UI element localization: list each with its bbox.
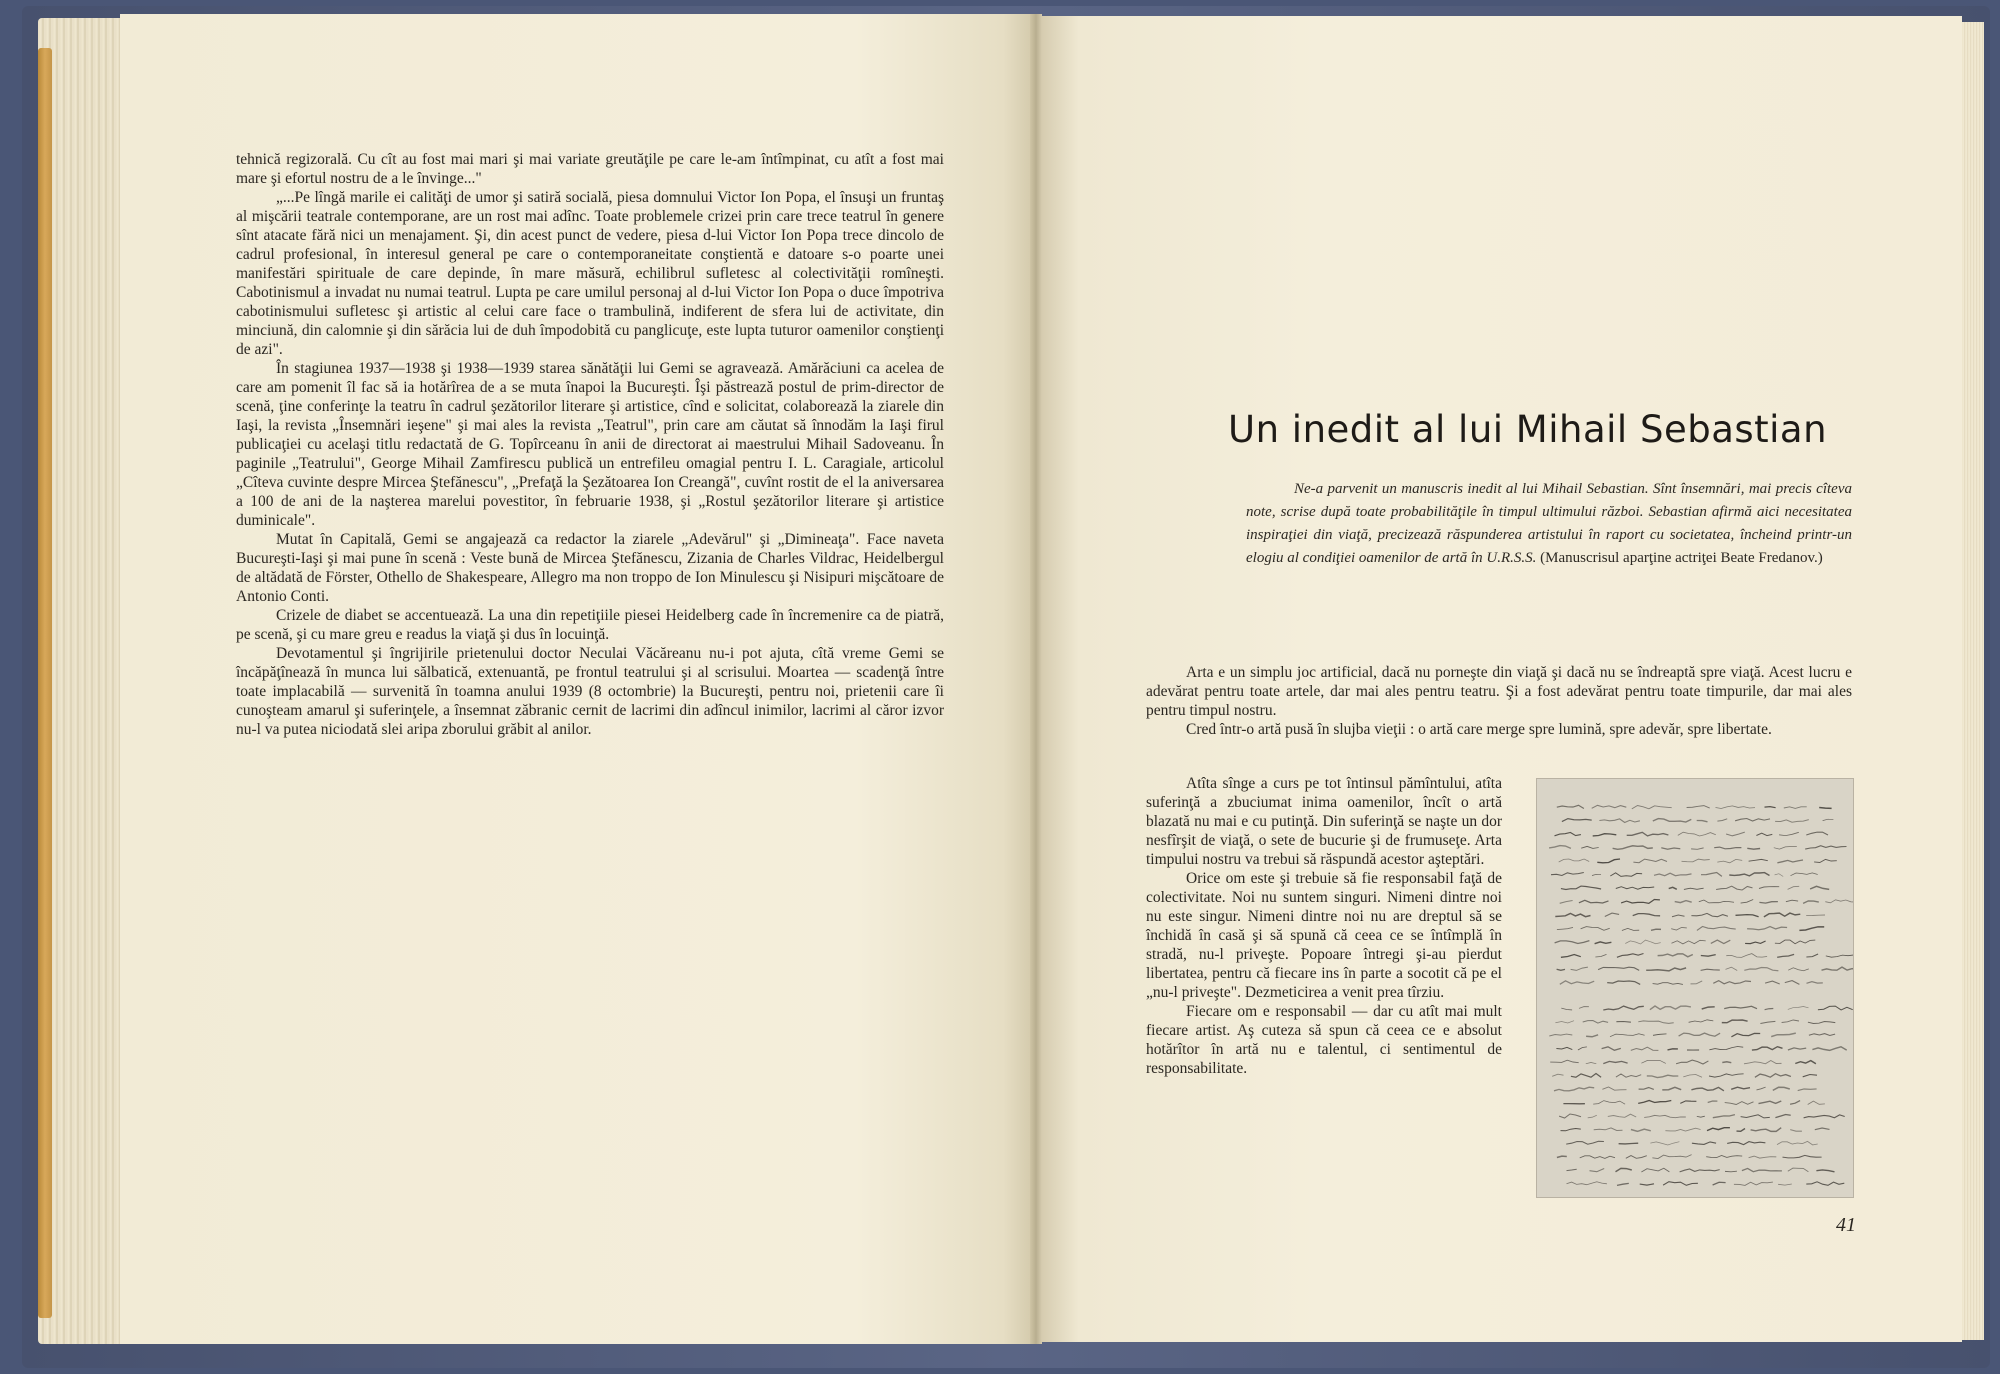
handwriting-stroke	[1729, 873, 1769, 876]
handwriting-stroke	[1654, 873, 1692, 876]
handwriting-stroke	[1646, 968, 1686, 971]
handwriting-stroke	[1550, 1060, 1579, 1063]
handwriting-stroke	[1806, 1182, 1844, 1186]
right-page-stack	[1962, 22, 1984, 1340]
handwriting-stroke	[1759, 902, 1778, 904]
handwriting-stroke	[1603, 1006, 1644, 1010]
handwriting-stroke	[1557, 805, 1584, 808]
gilt-edge	[38, 48, 52, 1318]
handwriting-stroke	[1759, 1101, 1782, 1104]
handwriting-stroke	[1751, 1128, 1782, 1132]
handwriting-stroke	[1716, 886, 1752, 890]
handwriting-stroke	[1716, 806, 1756, 809]
handwriting-stroke	[1602, 1047, 1621, 1051]
handwriting-stroke	[1804, 1115, 1845, 1118]
left-paragraph: Mutat în Capitală, Gemi se angajează ca redactor la ziarele „Adevărul" şi „Dimineaţa". Face naveta Bucureşti-Iaşi şi mai pune în scenă : Veste bună de Mircea Ştefănescu, Zizania de Charles Vildrac, Heidelbergul de altădată de Förster, Othello de Shakespeare, Allegro ma non troppo de Ion Minulescu şi Nisipuri mişcătoare de Antonio Conti.	[236, 531, 944, 605]
handwriting-stroke	[1697, 821, 1708, 822]
handwriting-stroke	[1815, 1128, 1830, 1130]
handwriting-stroke	[1778, 1184, 1792, 1185]
handwriting-stroke	[1578, 1047, 1587, 1050]
handwriting-stroke	[1641, 1060, 1665, 1063]
handwriting-stroke	[1697, 927, 1736, 931]
handwriting-stroke	[1790, 1101, 1800, 1105]
handwriting-stroke	[1799, 927, 1824, 931]
handwriting-stroke	[1680, 1169, 1720, 1172]
handwriting-stroke	[1551, 873, 1584, 876]
handwriting-stroke	[1607, 981, 1640, 984]
handwriting-stroke	[1714, 847, 1741, 849]
handwriting-stroke	[1791, 873, 1818, 876]
handwriting-stroke	[1807, 982, 1823, 984]
manuscript-facsimile-image	[1536, 778, 1854, 1198]
handwriting-stroke	[1788, 1007, 1809, 1010]
handwriting-stroke	[1734, 1182, 1773, 1185]
handwriting-stroke	[1560, 981, 1594, 985]
handwriting-stroke	[1592, 874, 1601, 875]
handwriting-stroke	[1579, 1007, 1589, 1009]
article-paragraph: Fiecare om e responsabil — dar cu atît mai mult fiecare artist. Aş cuteza să spun că ceea ce e absolut hotărîtor în artă nu e talentul, ci sentimentul de responsabilitate.	[1146, 1003, 1502, 1077]
handwriting-stroke	[1788, 1168, 1809, 1172]
handwriting-stroke	[1672, 940, 1706, 944]
handwriting-stroke	[1709, 1074, 1744, 1077]
handwriting-stroke	[1675, 901, 1692, 903]
handwriting-stroke	[1691, 848, 1704, 849]
handwriting-stroke	[1759, 887, 1779, 889]
handwriting-stroke	[1557, 927, 1573, 929]
handwriting-stroke	[1557, 969, 1565, 970]
handwriting-stroke	[1593, 834, 1617, 836]
handwriting-stroke	[1663, 1182, 1698, 1186]
left-paragraph: „...Pe lîngă marile ei calităţi de umor şi satiră socială, piesa domnului Victor Ion Popa, el însuşi un fruntaş al mişcării teatrale contemporane, are un rost mai adînc. Toate problemele crizei prin care trece teatrul în genere sînt atacate fără nici un menajament. Şi, din acest punct de vedere, piesa d-lui Victor Ion Popa trece dincolo de cadrul profesional, în interesul general pe care o contemporaneitate conştientă e datoare s-o poarte unei manifestări spirituale de care depinde, în mare măsură, echilibrul sufletesc al colectivităţii romîneşti. Cabotinismul a invadat nu numai teatrul. Lupta pe care umilul personaj al d-lui Victor Ion Popa o duce împotriva cabotinismului sufletesc şi artistic al celui care face o trambulină, indiferent de sfera lui de activitate, din minciună, din calomnie şi din sărăcia lui de duh împodobită cu panglicuţe, este lupta tuturor oamenilor conştienţi de azi".	[236, 189, 944, 358]
left-paragraph: Crizele de diabet se accentuează. La una din repetiţiile piesei Heidelberg cade în încremenire ca de piatră, pe scenă, şi cu mare greu e readus la viaţă şi dus în locuinţă.	[236, 607, 944, 643]
handwriting-stroke	[1559, 859, 1590, 862]
handwriting-stroke	[1617, 954, 1644, 958]
article-body-column	[1146, 774, 1502, 1078]
handwriting-stroke	[1726, 832, 1745, 836]
handwriting-stroke	[1742, 1168, 1782, 1171]
handwriting-stroke	[1816, 1170, 1834, 1172]
handwriting-stroke	[1775, 874, 1784, 877]
handwriting-stroke	[1602, 1087, 1626, 1090]
handwriting-stroke	[1775, 940, 1815, 944]
handwriting-stroke	[1784, 807, 1807, 809]
handwriting-stroke	[1745, 941, 1766, 944]
handwriting-stroke	[1555, 833, 1581, 836]
handwriting-stroke	[1697, 1116, 1705, 1117]
handwriting-stroke	[1684, 888, 1704, 889]
handwriting-stroke	[1683, 1075, 1702, 1078]
handwriting-stroke	[1555, 1021, 1574, 1023]
handwriting-stroke	[1726, 967, 1738, 970]
handwriting-stroke	[1680, 1101, 1696, 1104]
handwriting-stroke	[1617, 1183, 1629, 1185]
handwriting-stroke	[1593, 1101, 1625, 1105]
handwriting-stroke	[1658, 954, 1693, 957]
handwriting-stroke	[1555, 941, 1590, 944]
handwriting-stroke	[1790, 1130, 1802, 1132]
handwriting-stroke	[1701, 873, 1722, 877]
handwriting-stroke	[1552, 1074, 1563, 1076]
handwriting-stroke	[1810, 886, 1829, 889]
handwriting-stroke	[1725, 1171, 1737, 1172]
handwriting-stroke	[1671, 927, 1687, 930]
article-intro	[1246, 478, 1852, 570]
article-title: Un inedit al lui Mihail Sebastian	[1228, 408, 1828, 451]
handwriting-stroke	[1692, 1142, 1716, 1145]
handwriting-stroke	[1806, 954, 1818, 957]
handwriting-stroke	[1653, 983, 1683, 985]
article-paragraph: Atîta sînge a curs pe tot întinsul pămîntului, atîta suferinţă a zbuciumat inima oamenilor, încît o artă blazată nu mai e cu putinţă. Din suferinţă se naşte un dor nesfîrşit de viaţă, o sete de bucurie şi de frumuseţe. Arta timpului nostru va trebui să răspundă acestor aşteptări.	[1146, 775, 1502, 868]
handwriting-stroke	[1672, 915, 1685, 917]
handwriting-stroke	[1701, 969, 1720, 970]
handwriting-stroke	[1765, 807, 1776, 808]
article-body-top	[1146, 663, 1852, 739]
handwriting-stroke	[1798, 1089, 1817, 1091]
handwriting-stroke	[1557, 1156, 1567, 1157]
handwriting-stroke	[1775, 1115, 1790, 1118]
handwriting-stroke	[1571, 1074, 1601, 1078]
handwriting-stroke	[1737, 1129, 1746, 1132]
handwriting-stroke	[1808, 1101, 1825, 1104]
handwriting-stroke	[1561, 955, 1581, 958]
handwriting-stroke	[1689, 1020, 1714, 1023]
handwriting-stroke	[1650, 1142, 1679, 1145]
handwriting-stroke	[1713, 1182, 1726, 1185]
handwriting-stroke	[1691, 981, 1703, 984]
handwriting-stroke	[1616, 887, 1654, 890]
handwriting-stroke	[1731, 1087, 1750, 1089]
handwriting-stroke	[1610, 873, 1642, 877]
handwriting-stroke	[1687, 806, 1710, 809]
handwriting-stroke	[1814, 859, 1837, 862]
handwriting-stroke	[1752, 1047, 1783, 1050]
handwriting-stroke	[1701, 955, 1716, 957]
handwriting-stroke	[1708, 1101, 1718, 1103]
handwriting-stroke	[1653, 819, 1692, 822]
handwriting-stroke	[1562, 819, 1592, 822]
intro-note: (Manuscrisul aparţine actriţei Beate Fredanov.)	[1536, 550, 1823, 566]
handwriting-stroke	[1650, 1006, 1691, 1010]
handwriting-stroke	[1805, 846, 1846, 849]
handwriting-stroke	[1760, 1021, 1775, 1023]
book-gutter	[1030, 14, 1042, 1344]
handwriting-stroke	[1676, 1060, 1708, 1064]
handwriting-stroke	[1549, 1034, 1572, 1036]
handwriting-stroke	[1741, 900, 1754, 904]
handwriting-stroke	[1808, 1022, 1835, 1024]
handwriting-stroke	[1747, 848, 1760, 849]
handwriting-stroke	[1783, 1155, 1822, 1158]
handwriting-stroke	[1819, 808, 1831, 809]
handwriting-stroke	[1782, 1020, 1799, 1023]
handwriting-stroke	[1594, 1128, 1623, 1131]
handwriting-stroke	[1744, 968, 1778, 971]
handwriting-stroke	[1566, 1141, 1604, 1144]
article-paragraph: Orice om este şi trebuie să fie responsabil faţă de colectivitate. Noi nu suntem singuri. Nimeni dintre noi nu este singur. Nimeni dintre noi nu are dreptul să se închidă în casă şi să spună că ceea ce se întîmplă în stradă, nu-l priveşte. Popoare întregi şi-au pierdut libertatea, pentru că fiecare ins în parte a socotit că pe el „nu-l priveşte". Dezmeticirea a venit prea tîrziu.	[1146, 870, 1502, 1001]
handwriting-stroke	[1599, 819, 1640, 823]
handwriting-stroke	[1735, 819, 1770, 822]
handwriting-stroke	[1554, 1087, 1594, 1091]
handwriting-stroke	[1590, 1169, 1605, 1172]
handwriting-stroke	[1713, 1115, 1735, 1118]
handwriting-stroke	[1773, 1087, 1790, 1090]
handwriting-stroke	[1595, 942, 1612, 944]
handwriting-stroke	[1771, 1033, 1796, 1037]
handwriting-stroke	[1722, 1020, 1748, 1023]
handwriting-stroke	[1619, 1143, 1639, 1144]
handwriting-stroke	[1661, 848, 1680, 849]
handwriting-stroke	[1706, 1156, 1742, 1158]
handwriting-stroke	[1775, 820, 1809, 823]
handwriting-stroke	[1818, 1006, 1853, 1010]
handwriting-stroke	[1579, 900, 1609, 903]
handwriting-stroke	[1806, 832, 1828, 835]
handwriting-stroke	[1755, 1074, 1791, 1078]
handwriting-stroke	[1613, 846, 1653, 850]
handwriting-stroke	[1580, 1156, 1615, 1159]
handwriting-stroke	[1622, 928, 1639, 930]
handwriting-stroke	[1605, 913, 1619, 916]
handwriting-stroke	[1711, 940, 1731, 943]
handwriting-stroke	[1653, 1034, 1667, 1035]
handwriting-stroke	[1709, 1047, 1743, 1050]
handwriting-stroke	[1779, 832, 1799, 835]
handwriting-stroke	[1691, 1087, 1724, 1090]
handwriting-stroke	[1632, 806, 1672, 809]
handwriting-stroke	[1724, 1006, 1757, 1008]
handwriting-stroke	[1627, 832, 1669, 836]
handwriting-stroke	[1785, 981, 1800, 985]
handwriting-stroke	[1561, 1008, 1572, 1010]
handwriting-stroke	[1603, 1061, 1627, 1063]
handwriting-stroke	[1788, 1048, 1806, 1050]
handwriting-stroke	[1823, 819, 1834, 820]
left-paragraph: În stagiunea 1937—1938 şi 1938—1939 starea sănătăţii lui Gemi se agravează. Amărăciuni ca acelea de care am pomenit îl fac să ia hotărîrea de a se muta înapoi la Bucureşti. Îşi păstrează postul de prim-director de scenă, ţine conferinţe la teatru în cadrul şezătorilor literare şi artistice, cînd e solicitat, colaborează la ziarele din Iaşi, la revista „Însemnări ieşene" şi mai ales la revista „Teatrul", prin care am căutat să înnodăm la Iaşi firul publicaţiei cu acelaşi titlu redactată de G. Topîrceanu în anii de directorat ai maestrului Mihail Sadoveanu. În paginile „Teatrului", George Mihail Zamfirescu publică un entrefileu omagial pentru I. L. Caragiale, articolul „Cîteva cuvinte despre Mircea Ştefănescu", „Prefaţă la Şezătoarea Ion Creangă", cuvînt rostit de el la aniversarea a 100 de ani de la naşterea marelui povestitor, în februarie 1938, şi „Rostul şezătorilor literare şi artistice duminicale".	[236, 360, 944, 529]
handwriting-stroke	[1559, 1114, 1581, 1118]
handwriting-stroke	[1639, 1088, 1654, 1090]
handwriting-stroke	[1777, 954, 1794, 957]
handwriting-stroke	[1621, 900, 1660, 904]
handwriting-stroke	[1803, 901, 1819, 904]
handwriting-stroke	[1764, 913, 1800, 917]
handwriting-stroke	[1633, 914, 1660, 916]
handwriting-stroke	[1631, 1047, 1659, 1050]
handwriting-stroke	[1756, 833, 1772, 835]
handwriting-stroke	[1561, 886, 1601, 889]
handwriting-stroke	[1812, 1047, 1846, 1051]
handwriting-stroke	[1616, 1022, 1631, 1023]
handwriting-stroke	[1717, 859, 1742, 862]
handwriting-stroke	[1625, 940, 1660, 944]
handwriting-stroke	[1586, 1035, 1598, 1037]
handwriting-stroke	[1626, 1156, 1647, 1159]
handwriting-stroke	[1549, 846, 1571, 849]
handwriting-stroke	[1651, 929, 1661, 930]
handwriting-stroke	[1641, 1168, 1669, 1172]
handwriting-stroke	[1556, 1047, 1572, 1049]
handwriting-stroke	[1731, 1033, 1760, 1036]
handwriting-stroke	[1652, 1155, 1691, 1159]
handwriting-stroke	[1682, 859, 1710, 862]
handwriting-stroke	[1598, 967, 1639, 970]
handwriting-stroke	[1669, 887, 1677, 889]
handwriting-stroke	[1777, 860, 1803, 863]
handwriting-stroke	[1633, 859, 1667, 863]
handwriting-stroke	[1806, 915, 1825, 916]
handwriting-stroke	[1777, 1141, 1818, 1145]
handwriting-stroke	[1647, 1075, 1679, 1077]
handwriting-stroke	[1691, 913, 1728, 916]
handwriting-stroke	[1668, 1049, 1678, 1050]
handwriting-stroke	[1774, 847, 1797, 850]
handwriting-stroke	[1608, 1114, 1636, 1117]
handwriting-stroke	[1597, 859, 1620, 863]
handwriting-stroke	[1699, 900, 1734, 903]
left-paragraph: Devotamentul şi îngrijirile prietenului doctor Neculai Văcăreanu nu-i pot ajuta, cîtă vreme Gemi se încăpăţînează în munca lui sălbatică, extenuantă, pe frontul teatrului şi al scrisului. Moartea — scadenţă între toate implacabilă — survenită în toamna anului 1939 (8 octombrie) la Bucureşti, pentru noi, prietenii care îi cunoşteam amarul şi suferinţele, a însemnat zăbranic cernit de lacrimi din adîncul inimilor, lacrimi al căror izvor nu-l va putea niciodată slei aripa zborului grăbit al anilor.	[236, 645, 944, 738]
handwriting-stroke	[1567, 1169, 1577, 1170]
handwriting-stroke	[1809, 1034, 1835, 1036]
handwriting-stroke	[1765, 981, 1780, 984]
left-paragraph: tehnică regizorală. Cu cît au fost mai mari şi mai variate greutăţile pe care le-am întîmpinat, cu atît a fost mai mare şi efortul nostru de a le învinge..."	[236, 151, 944, 187]
handwriting-stroke	[1586, 1063, 1597, 1064]
handwriting-stroke	[1640, 1184, 1654, 1185]
handwriting-stroke	[1717, 819, 1727, 821]
handwriting-stroke	[1665, 1128, 1700, 1131]
handwriting-stroke	[1588, 1115, 1597, 1118]
handwriting-stroke	[1638, 1101, 1671, 1104]
intro-italic: Ne-a parvenit un manuscris inedit al lui Mihail Sebastian. Sînt însemnări, mai precis cîteva note, scrise după toate probabilităţile în timpul ultimului război. Sebastian afirmă aici necesitatea inspiraţiei din viaţă, precizează răspunderea artistului în raport cu societatea, încheind printr-un elogiu al condiţiei oamenilor de artă în U.R.S.S.	[1246, 481, 1852, 566]
handwriting-stroke	[1581, 846, 1599, 848]
handwriting-stroke	[1765, 1009, 1774, 1010]
handwriting-stroke	[1757, 1087, 1766, 1090]
handwriting-stroke	[1744, 1061, 1782, 1064]
page-number: 41	[1836, 1214, 1856, 1236]
handwriting-stroke	[1822, 967, 1854, 970]
handwriting-stroke	[1638, 1021, 1673, 1024]
handwriting-stroke	[1722, 1062, 1731, 1063]
handwriting-stroke	[1592, 805, 1627, 808]
handwriting-stroke	[1727, 1142, 1765, 1145]
handwriting-stroke	[1707, 1128, 1730, 1131]
handwriting-stroke	[1662, 1087, 1681, 1090]
handwriting-stroke	[1749, 1156, 1777, 1158]
handwriting-scribbles	[1537, 779, 1853, 1197]
handwriting-stroke	[1555, 913, 1590, 916]
handwriting-stroke	[1788, 968, 1809, 971]
handwriting-stroke	[1795, 1061, 1816, 1064]
article-paragraph: Arta e un simplu joc artificial, dacă nu porneşte din viaţă şi dacă nu se îndreaptă spre viaţă. Acest lucru e adevărat pentru toate artele, dar mai ales pentru teatru. Şi a fost adevărat pentru toate timpurile, dar mai ales pentru timpul nostru.	[1146, 664, 1852, 719]
handwriting-stroke	[1644, 1115, 1686, 1117]
handwriting-stroke	[1595, 954, 1606, 957]
left-page-body	[236, 150, 944, 739]
handwriting-stroke	[1616, 1074, 1641, 1077]
handwriting-stroke	[1616, 1168, 1632, 1171]
handwriting-stroke	[1826, 955, 1853, 957]
handwriting-stroke	[1803, 1075, 1817, 1077]
handwriting-stroke	[1610, 1034, 1645, 1037]
handwriting-stroke	[1786, 900, 1798, 902]
handwriting-stroke	[1560, 901, 1573, 904]
handwriting-stroke	[1788, 886, 1800, 889]
handwriting-stroke	[1825, 900, 1853, 903]
handwriting-stroke	[1679, 1033, 1721, 1036]
handwriting-stroke	[1749, 859, 1768, 861]
handwriting-stroke	[1678, 832, 1716, 836]
left-page-stack	[38, 18, 120, 1344]
handwriting-stroke	[1702, 1007, 1715, 1009]
handwriting-stroke	[1567, 1182, 1607, 1185]
handwriting-stroke	[1725, 1102, 1754, 1105]
handwriting-stroke	[1747, 927, 1787, 930]
handwriting-stroke	[1631, 1129, 1651, 1131]
handwriting-stroke	[1741, 1115, 1770, 1118]
handwriting-stroke	[1571, 967, 1588, 970]
handwriting-stroke	[1713, 981, 1751, 984]
article-paragraph: Cred într-o artă pusă în slujba vieţii : o artă care merge spre lumină, spre adevăr, spre libertate.	[1186, 721, 1772, 738]
handwriting-stroke	[1726, 954, 1767, 958]
handwriting-stroke	[1736, 915, 1759, 917]
handwriting-stroke	[1583, 1021, 1608, 1024]
handwriting-stroke	[1561, 1129, 1581, 1131]
handwriting-stroke	[1581, 927, 1610, 931]
